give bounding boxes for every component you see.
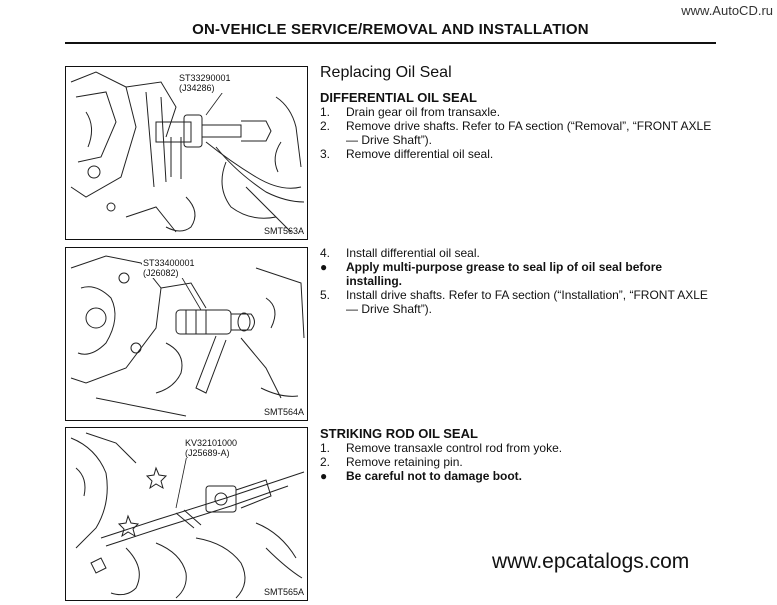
figure-1-tool-alt: (J34286): [179, 83, 215, 93]
striking-steps: [320, 441, 720, 483]
differential-steps-b: [320, 246, 720, 316]
striking-rod-oil-seal-title: STRIKING ROD OIL SEAL: [320, 426, 478, 441]
step-item: 5. Install drive shafts. Refer to FA section (“Installation”, “FRONT AXLE — Drive Shaft”).: [320, 288, 708, 316]
figure-1-code: SMT563A: [263, 226, 304, 236]
figure-smt564a: [65, 247, 308, 421]
figure-2-tool-callout: [142, 258, 196, 278]
page-header: ON-VEHICLE SERVICE/REMOVAL AND INSTALLATION: [192, 21, 589, 38]
figure-2-tool-number: ST33400001: [143, 258, 195, 268]
figure-3-tool-callout: [184, 438, 238, 458]
figure-2-code: SMT564A: [263, 407, 304, 417]
step-item: 2. Remove drive shafts. Refer to FA section (“Removal”, “FRONT AXLE — Drive Shaft”).: [320, 119, 712, 147]
figure-smt565a: [65, 427, 308, 601]
figure-1-tool-callout: [178, 73, 232, 93]
replacing-oil-seal-section: [320, 64, 720, 161]
figure-3-tool-number: KV32101000: [185, 438, 238, 448]
step-item: 3. Remove differential oil seal.: [320, 147, 494, 161]
figure-2-tool-alt: (J26082): [143, 268, 179, 278]
striking-rod-section: [320, 426, 720, 483]
bullet-item: ● Apply multi-purpose grease to seal lip of oil seal before installing.: [320, 260, 663, 288]
step-item: 1. Remove transaxle control rod from yoke.: [320, 441, 563, 455]
site-watermark-bottom: www.epcatalogs.com: [492, 550, 690, 573]
differential-oil-seal-title: DIFFERENTIAL OIL SEAL: [320, 90, 477, 105]
site-watermark-top: www.AutoCD.ru: [681, 3, 773, 18]
figure-smt563a: [65, 66, 308, 240]
step-item: 1. Drain gear oil from transaxle.: [320, 105, 501, 119]
differential-install-section: [320, 246, 720, 316]
figure-3-code: SMT565A: [263, 587, 304, 597]
differential-steps-a: [320, 105, 720, 161]
step-item: 4. Install differential oil seal.: [320, 246, 480, 260]
step-item: 2. Remove retaining pin.: [320, 455, 463, 469]
section-title: Replacing Oil Seal: [320, 64, 452, 81]
header-rule: [65, 42, 716, 44]
figure-3-tool-alt: (J25689-A): [185, 448, 230, 458]
bullet-item: ● Be careful not to damage boot.: [320, 469, 523, 483]
figure-1-tool-number: ST33290001: [179, 73, 231, 83]
